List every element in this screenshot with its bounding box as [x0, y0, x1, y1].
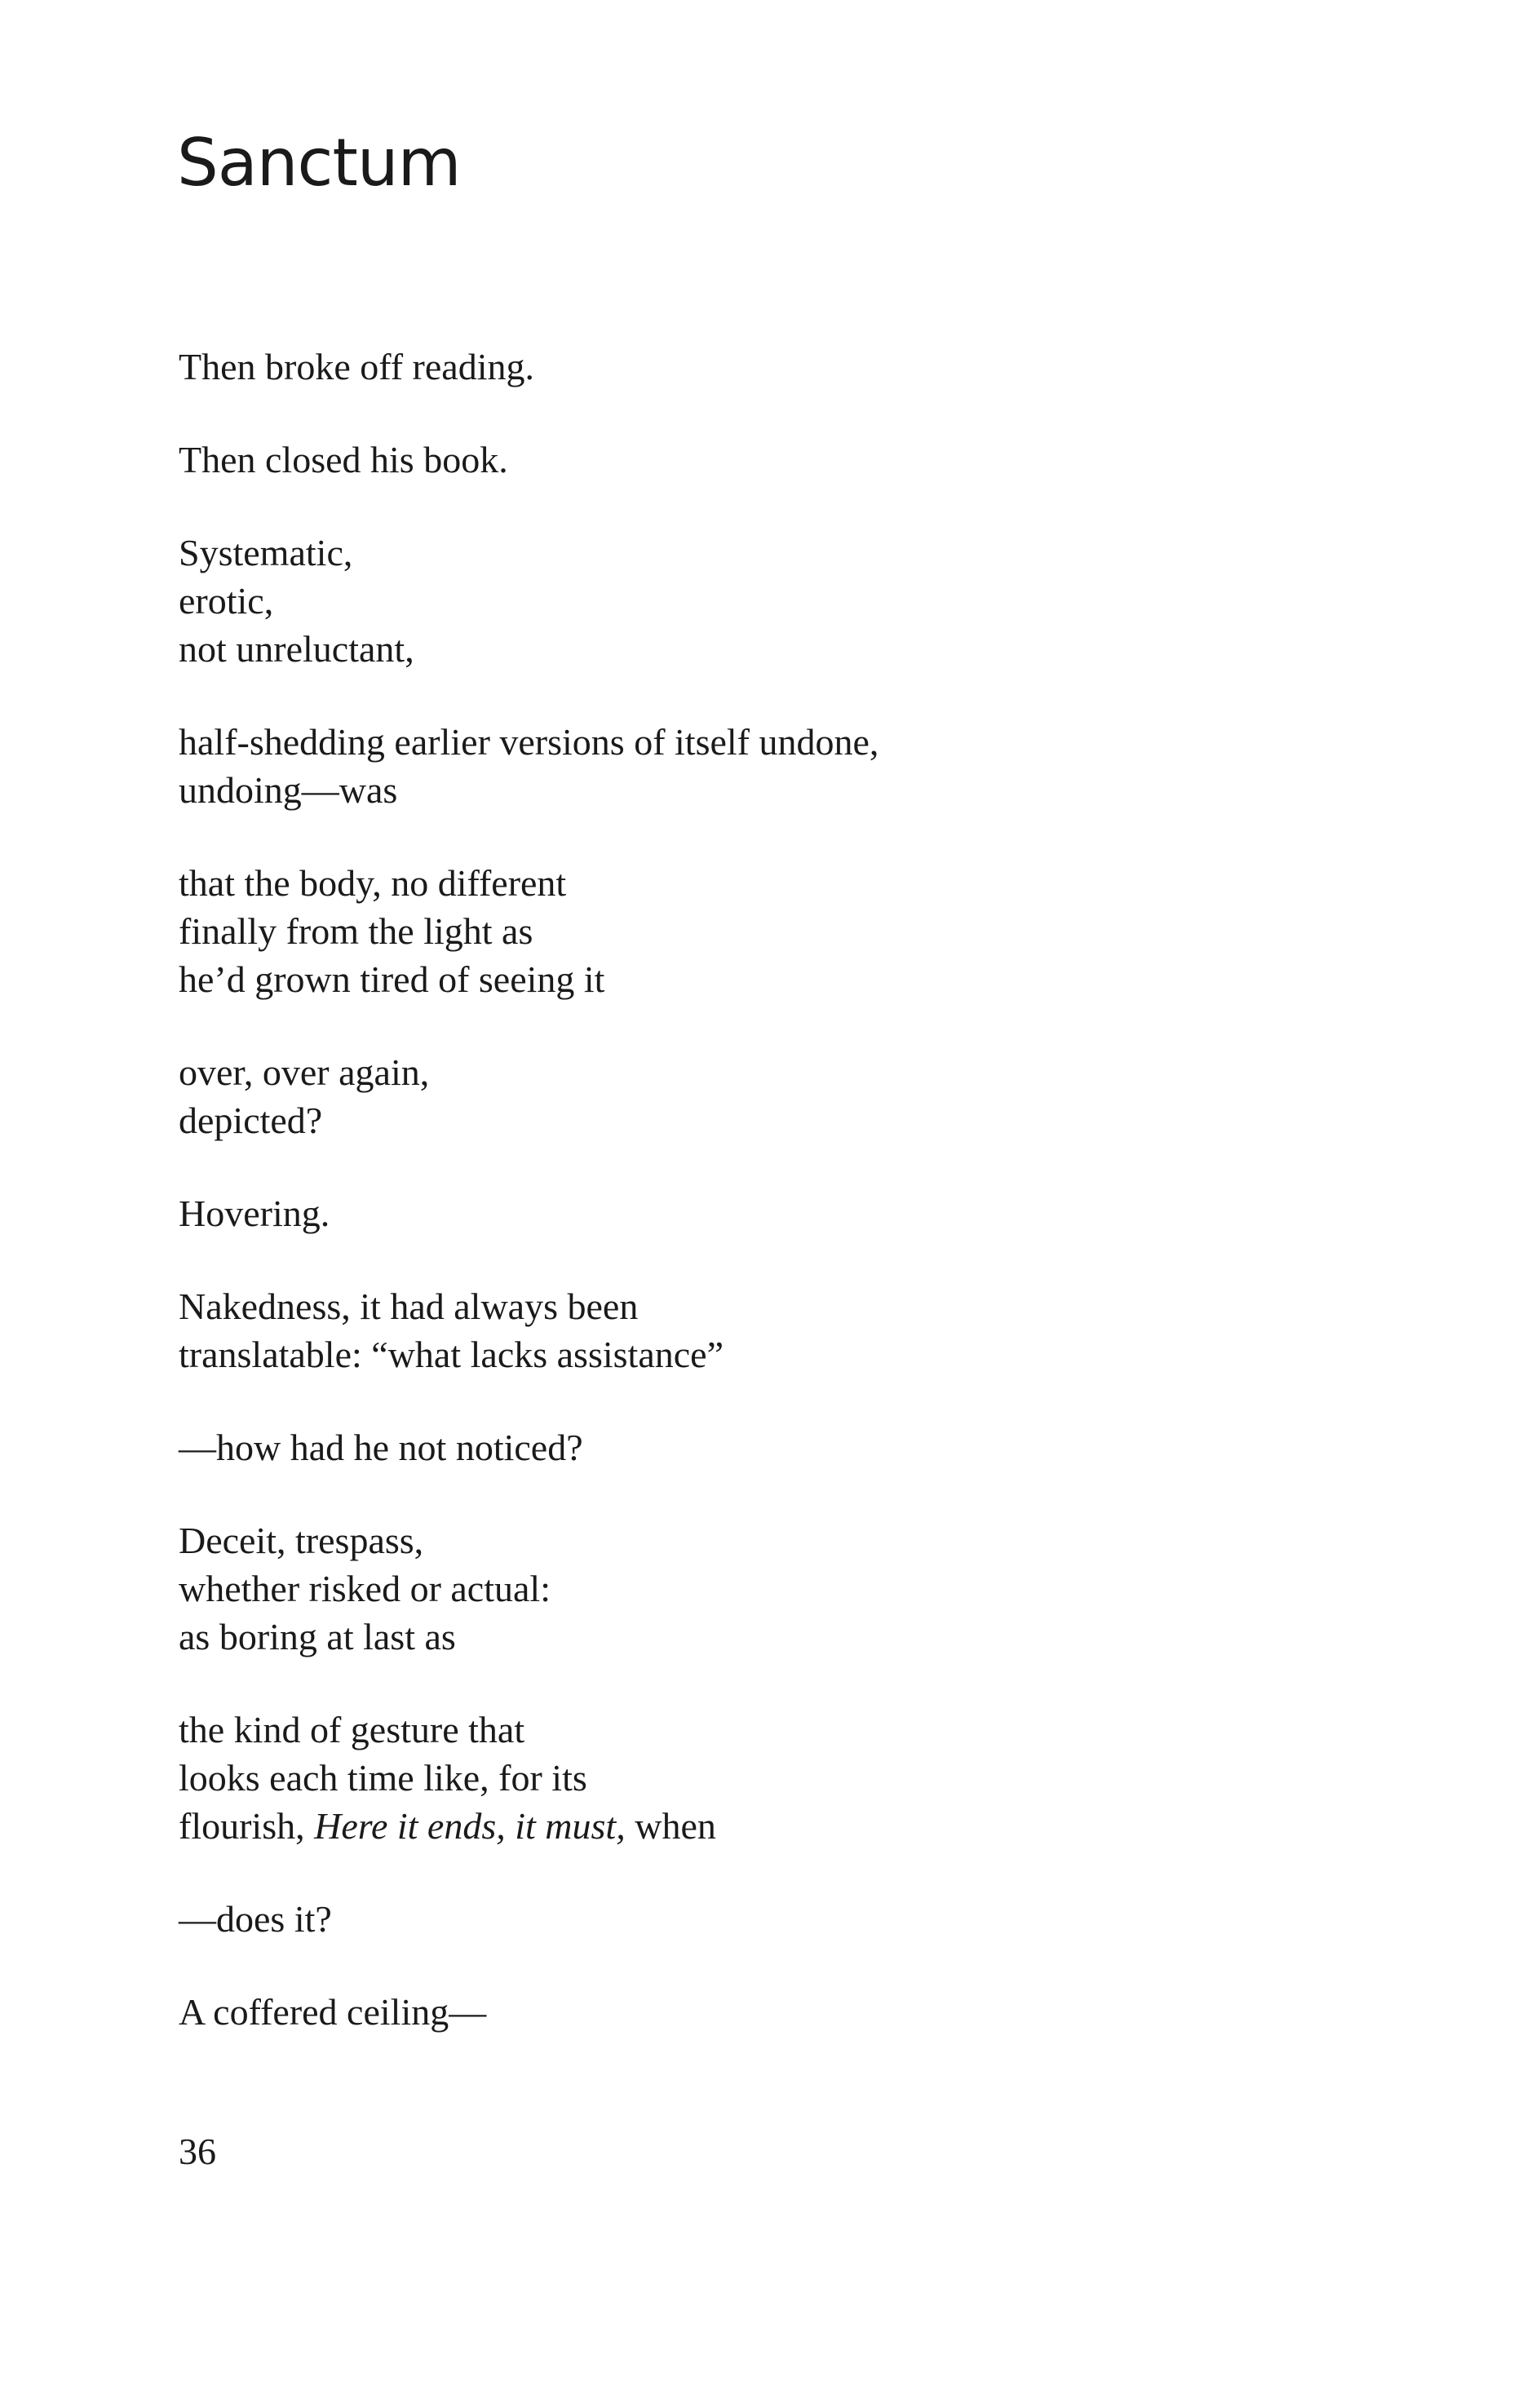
stanza	[179, 1048, 1402, 1144]
poem-line: Systematic,	[179, 532, 353, 573]
stanza	[179, 859, 1402, 1003]
poem-line: Nakedness, it had always been	[179, 1286, 639, 1327]
stanza	[179, 1706, 1402, 1850]
poem-line: depicted?	[179, 1100, 323, 1141]
poem-line: Then closed his book.	[179, 439, 508, 480]
poem-line: A coffered ceiling—	[179, 1991, 487, 2033]
italic-phrase: Here it ends,	[314, 1805, 506, 1847]
poem-title: Sanctum	[177, 125, 461, 201]
poem-line: looks each time like, for its	[179, 1757, 587, 1799]
line-segment	[506, 1805, 516, 1847]
stanza	[179, 1516, 1402, 1661]
stanza	[179, 718, 1402, 814]
stanza	[179, 1189, 1402, 1237]
poem-line: —how had he not noticed?	[179, 1427, 583, 1468]
poem-line: he’d grown tired of seeing it	[179, 958, 605, 1000]
poem-line: translatable: “what lacks assistance”	[179, 1334, 724, 1375]
poem-line: over, over again,	[179, 1051, 430, 1093]
stanza	[179, 529, 1402, 673]
poem-line: half-shedding earlier versions of itself undone,	[179, 721, 879, 763]
poem-line: —does it?	[179, 1898, 332, 1940]
poem-line: the kind of gesture that	[179, 1709, 525, 1750]
stanza	[179, 436, 1402, 484]
poem-line: not unreluctant,	[179, 628, 414, 670]
stanza	[179, 1423, 1402, 1471]
poem-line: undoing—was	[179, 769, 398, 811]
poem-line: Then broke off reading.	[179, 346, 534, 387]
poem-line: Deceit, trespass,	[179, 1520, 424, 1561]
poem-line: that the body, no different	[179, 862, 567, 904]
stanza	[179, 343, 1402, 391]
italic-phrase: it must,	[515, 1805, 626, 1847]
page-number: 36	[179, 2131, 216, 2172]
poem-line-flourish	[179, 1802, 1402, 1850]
poem-line: erotic,	[179, 580, 274, 622]
line-segment: when	[625, 1805, 716, 1847]
line-segment: flourish,	[179, 1805, 315, 1847]
stanza	[179, 1988, 1402, 2036]
poem-body	[179, 343, 1402, 2081]
poem-line: as boring at last as	[179, 1616, 456, 1657]
poem-line: Hovering.	[179, 1193, 330, 1234]
stanza	[179, 1282, 1402, 1378]
poem-line: finally from the light as	[179, 910, 533, 952]
stanza	[179, 1895, 1402, 1943]
poem-line: whether risked or actual:	[179, 1568, 551, 1609]
